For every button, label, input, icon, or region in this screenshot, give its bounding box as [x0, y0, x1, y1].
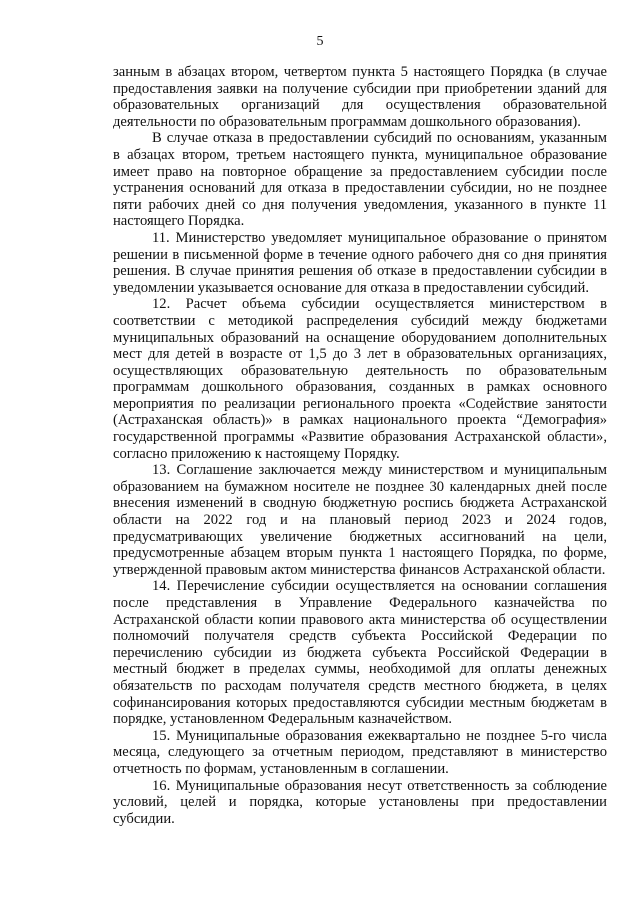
paragraph-item-16: 16. Муниципальные образования несут ответственность за соблюдение условий, целей и порядка, которые установлены при предоставлении субсидии.: [113, 777, 607, 827]
document-body: [113, 64, 607, 827]
paragraph-item-11: 11. Министерство уведомляет муниципальное образование о принятом решении в письменной форме в течение одного рабочего дня со дня принятия решения. В случае принятия решения об отказе в предоставлении субсидии в уведомлении указывается основание для отказа в предоставлении субсидий.: [113, 229, 607, 296]
paragraph-item-15: 15. Муниципальные образования ежеквартально не позднее 5-го числа месяца, следующего за отчетным периодом, представляют в министерство отчетность по формам, установленным в соглашении.: [113, 727, 607, 777]
paragraph-continuation: занным в абзацах втором, четвертом пункта 5 настоящего Порядка (в случае предоставления заявки на получение субсидии при приобретении зданий для образовательных организаций для осуществления образовательной деятельности по образовательным программам дошкольного образования).: [113, 64, 607, 130]
paragraph-item-14: 14. Перечисление субсидии осуществляется на основании соглашения после представления в Управление Федерального казначейства по Астраханской области копии правового акта министерства об осуществлении полномочий получателя средств субъекта Российской Федерации по перечислению субсидии из бюджета субъекта Российской Федерации в местный бюджет в пределах суммы, необходимой для оплаты денежных обязательств по расходам получателя средств местного бюджета, в целях софинансирования которых предоставляются субсидии местным бюджетам в порядке, установленном Федеральным казначейством.: [113, 578, 607, 728]
paragraph-item-12: 12. Расчет объема субсидии осуществляется министерством в соответствии с методикой распределения субсидий между бюджетами муниципальных образований на оснащение оборудованием дополнительных мест для детей в возрасте от 1,5 до 3 лет в образовательных организациях, осуществляющих образовательную деятельность по образовательным программам дошкольного образования, созданных в рамках основного мероприятия по реализации регионального проекта «Содействие занятости (Астраханская область)» в рамках национального проекта “Демография» государственной программы «Развитие образования Астраханской области», согласно приложению к настоящему Порядку.: [113, 296, 607, 462]
paragraph-refusal: В случае отказа в предоставлении субсидий по основаниям, указанным в абзацах втором, третьем настоящего пункта, муниципальное образование имеет право на повторное обращение за предоставлением субсидии после устранения оснований для отказа в предоставлении субсидии, но не позднее пяти рабочих дней со дня получения уведомления, указанного в пункте 11 настоящего Порядка.: [113, 130, 607, 230]
paragraph-item-13: 13. Соглашение заключается между министерством и муниципальным образованием на бумажном носителе не позднее 30 календарных дней после внесения изменений в сводную бюджетную роспись бюджета Астраханской области на 2022 год и на плановый период 2023 и 2024 годов, предусматривающих увеличение бюджетных ассигнований на цели, предусмотренные абзацем вторым пункта 1 настоящего Порядка, по форме, утвержденной правовым актом министерства финансов Астраханской области.: [113, 462, 607, 578]
page-number: 5: [316, 34, 324, 49]
